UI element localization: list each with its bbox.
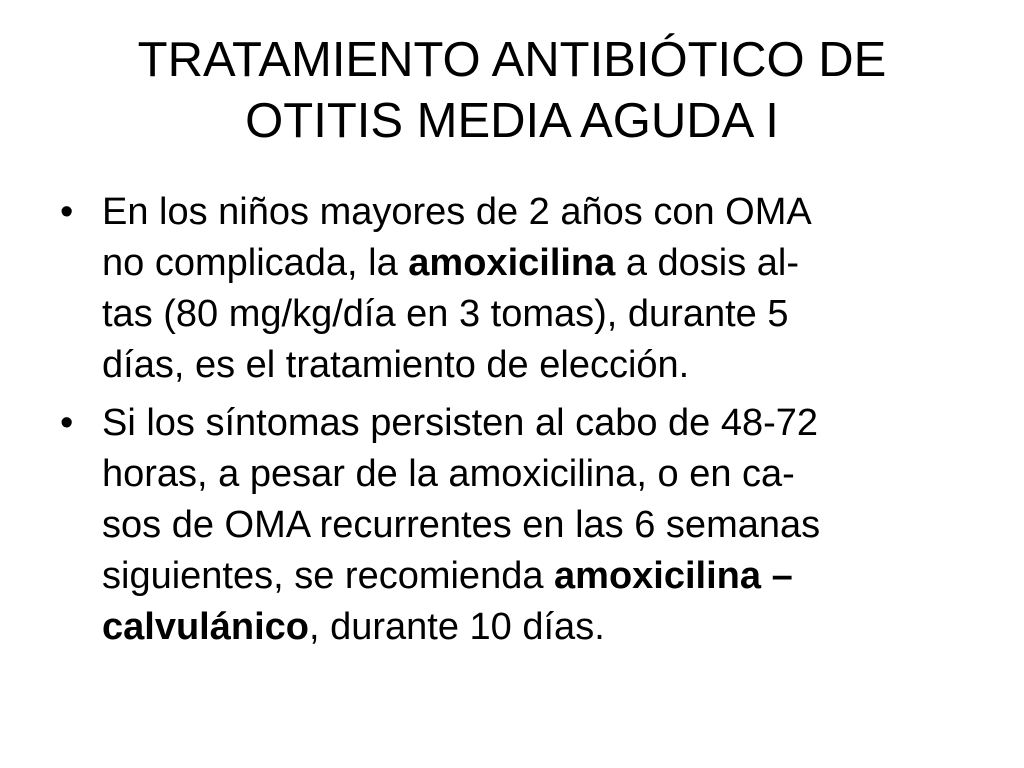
text-run: horas, a pesar de la amoxicilina, o en ca- (102, 453, 795, 495)
bullet-line (102, 500, 980, 551)
text-run: no complicada, la (102, 242, 409, 284)
bullet-line (102, 340, 980, 391)
bullet-line (102, 289, 980, 340)
bullet-line (102, 551, 980, 602)
slide-title-line-1: TRATAMIENTO ANTIBIÓTICO DE (137, 33, 887, 87)
bullet-line (102, 602, 980, 653)
bold-text: amoxicilina – (554, 555, 793, 597)
text-run: En los niños mayores de 2 años con OMA (102, 191, 812, 233)
bullet-item-2 (60, 398, 980, 653)
bullet-text-2 (102, 398, 980, 653)
text-run: tas (80 mg/kg/día en 3 tomas), durante 5 (102, 293, 789, 335)
text-run: siguientes, se recomienda (102, 555, 555, 597)
bullet-line (102, 187, 980, 238)
bullet-text-1 (102, 187, 980, 391)
bold-text: calvulánico (102, 606, 309, 648)
text-run: , durante 10 días. (308, 606, 605, 648)
bullet-item-1 (60, 187, 980, 391)
bullet-line (102, 449, 980, 500)
bullet-list (60, 187, 980, 660)
bold-text: amoxicilina (408, 242, 616, 284)
slide-title (0, 30, 1024, 152)
bullet-line (102, 238, 980, 289)
bullet-dot-icon: • (60, 402, 74, 444)
bullet-line (102, 398, 980, 449)
bullet-dot-icon: • (60, 191, 74, 233)
text-run: Si los síntomas persisten al cabo de 48-72 (102, 402, 819, 444)
text-run: días, es el tratamiento de elección. (102, 344, 690, 386)
text-run: a dosis al- (615, 242, 800, 284)
text-run: sos de OMA recurrentes en las 6 semanas (102, 504, 821, 546)
slide-title-line-2: OTITIS MEDIA AGUDA I (245, 94, 779, 148)
